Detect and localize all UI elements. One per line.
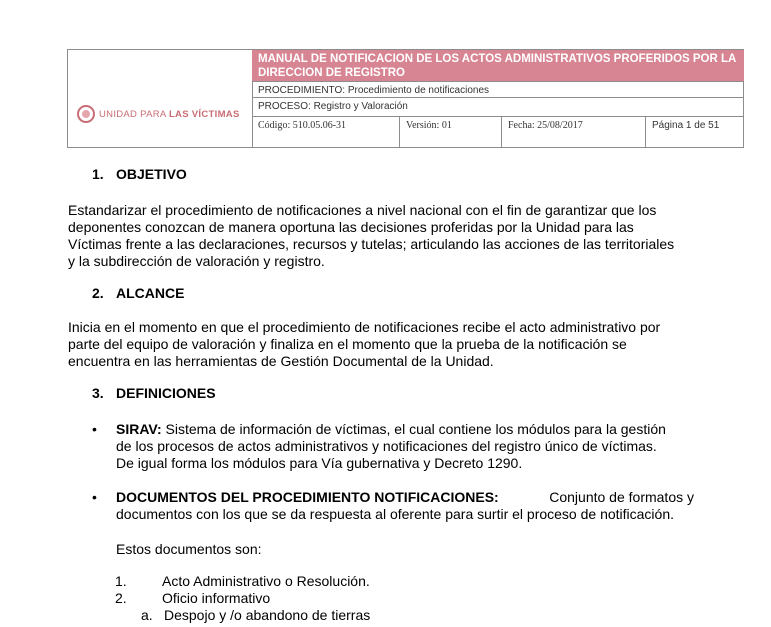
fecha-cell xyxy=(502,117,646,147)
definition-first-line xyxy=(116,421,694,438)
proceso-row xyxy=(252,98,744,117)
alcance-line: Inicia en el momento en que el procedimiento de notificaciones recibe el acto administrativo por xyxy=(68,319,661,335)
document-title-row xyxy=(252,50,744,82)
bullet-icon: • xyxy=(92,489,97,505)
definition-line: de los procesos de actos administrativos y notificaciones del registro único de víctimas. xyxy=(116,438,657,454)
sublist-item-text: Despojo y /o abandono de tierras xyxy=(164,607,371,623)
definition-line: documentos con los que se da respuesta al oferente para surtir el proceso de notificación. xyxy=(116,506,674,522)
list-item-text: Acto Administrativo o Resolución. xyxy=(162,573,370,589)
heading-title: ALCANCE xyxy=(116,285,185,301)
list-item-number: 2. xyxy=(115,590,127,606)
logo-text-bold: LAS VÍCTIMAS xyxy=(168,108,240,120)
heading-number: 3. xyxy=(92,385,104,401)
logo-cell xyxy=(68,50,253,147)
seal-icon xyxy=(77,105,95,123)
logo xyxy=(77,105,240,123)
definition-line: De igual forma los módulos para Vía gubernativa y Decreto 1290. xyxy=(116,455,523,471)
logo-text xyxy=(99,109,240,120)
alcance-line: parte del equipo de valoración y finaliza en el momento que la prueba de la notificación se xyxy=(68,336,627,352)
alcance-line: encuentra en las herramientas de Gestión Documental de la Unidad. xyxy=(68,353,494,369)
procedimiento-row xyxy=(252,82,744,98)
heading-alcance xyxy=(92,285,184,302)
objetivo-line: deponentes conozcan de manera oportuna las decisiones proferidas por la Unidad para las xyxy=(68,219,634,235)
proceso-text: PROCESO: Registro y Valoración xyxy=(258,101,408,112)
version-cell xyxy=(400,117,502,147)
definition-term: DOCUMENTOS DEL PROCEDIMIENTO NOTIFICACIONES: xyxy=(116,489,499,505)
documents-intro: Estos documentos son: xyxy=(116,541,262,557)
codigo-cell xyxy=(252,117,400,147)
sublist-item-number: a. xyxy=(141,607,153,623)
objetivo-line: y la subdirección de valoración y registro. xyxy=(68,253,325,269)
pagina-cell xyxy=(646,117,744,147)
document-header-table xyxy=(67,49,744,148)
version-text: Versión: 01 xyxy=(406,120,452,131)
definition-first-line xyxy=(116,489,694,506)
document-title: MANUAL DE NOTIFICACION DE LOS ACTOS ADMINISTRATIVOS PROFERIDOS POR LA DIRECCION DE REGISTRO xyxy=(258,53,736,79)
objetivo-line: Estandarizar el procedimiento de notificaciones a nivel nacional con el fin de garantizar que los xyxy=(68,202,657,218)
page-number: Página 1 de 51 xyxy=(652,120,720,131)
heading-objetivo xyxy=(92,166,187,183)
fecha-text: Fecha: 25/08/2017 xyxy=(508,120,583,131)
metadata-row xyxy=(252,117,744,147)
procedimiento-text: PROCEDIMIENTO: Procedimiento de notificaciones xyxy=(258,85,490,96)
bullet-icon: • xyxy=(92,421,97,437)
list-item-text: Oficio informativo xyxy=(162,590,271,606)
list-item-number: 1. xyxy=(115,573,127,589)
heading-definiciones xyxy=(92,385,216,402)
codigo-text: Código: 510.05.06-31 xyxy=(258,120,347,131)
definition-term: SIRAV: xyxy=(116,421,162,437)
definition-text: Sistema de información de víctimas, el cual contiene los módulos para la gestión xyxy=(161,421,666,437)
definition-text: Conjunto de formatos y xyxy=(549,489,694,505)
objetivo-line: Víctimas frente a las declaraciones, recursos y tutelas; articulando las acciones de las territoriales xyxy=(68,236,675,252)
logo-text-plain: UNIDAD PARA xyxy=(99,108,166,120)
heading-number: 1. xyxy=(92,166,104,182)
heading-number: 2. xyxy=(92,285,104,301)
heading-title: OBJETIVO xyxy=(116,166,187,182)
heading-title: DEFINICIONES xyxy=(116,385,216,401)
